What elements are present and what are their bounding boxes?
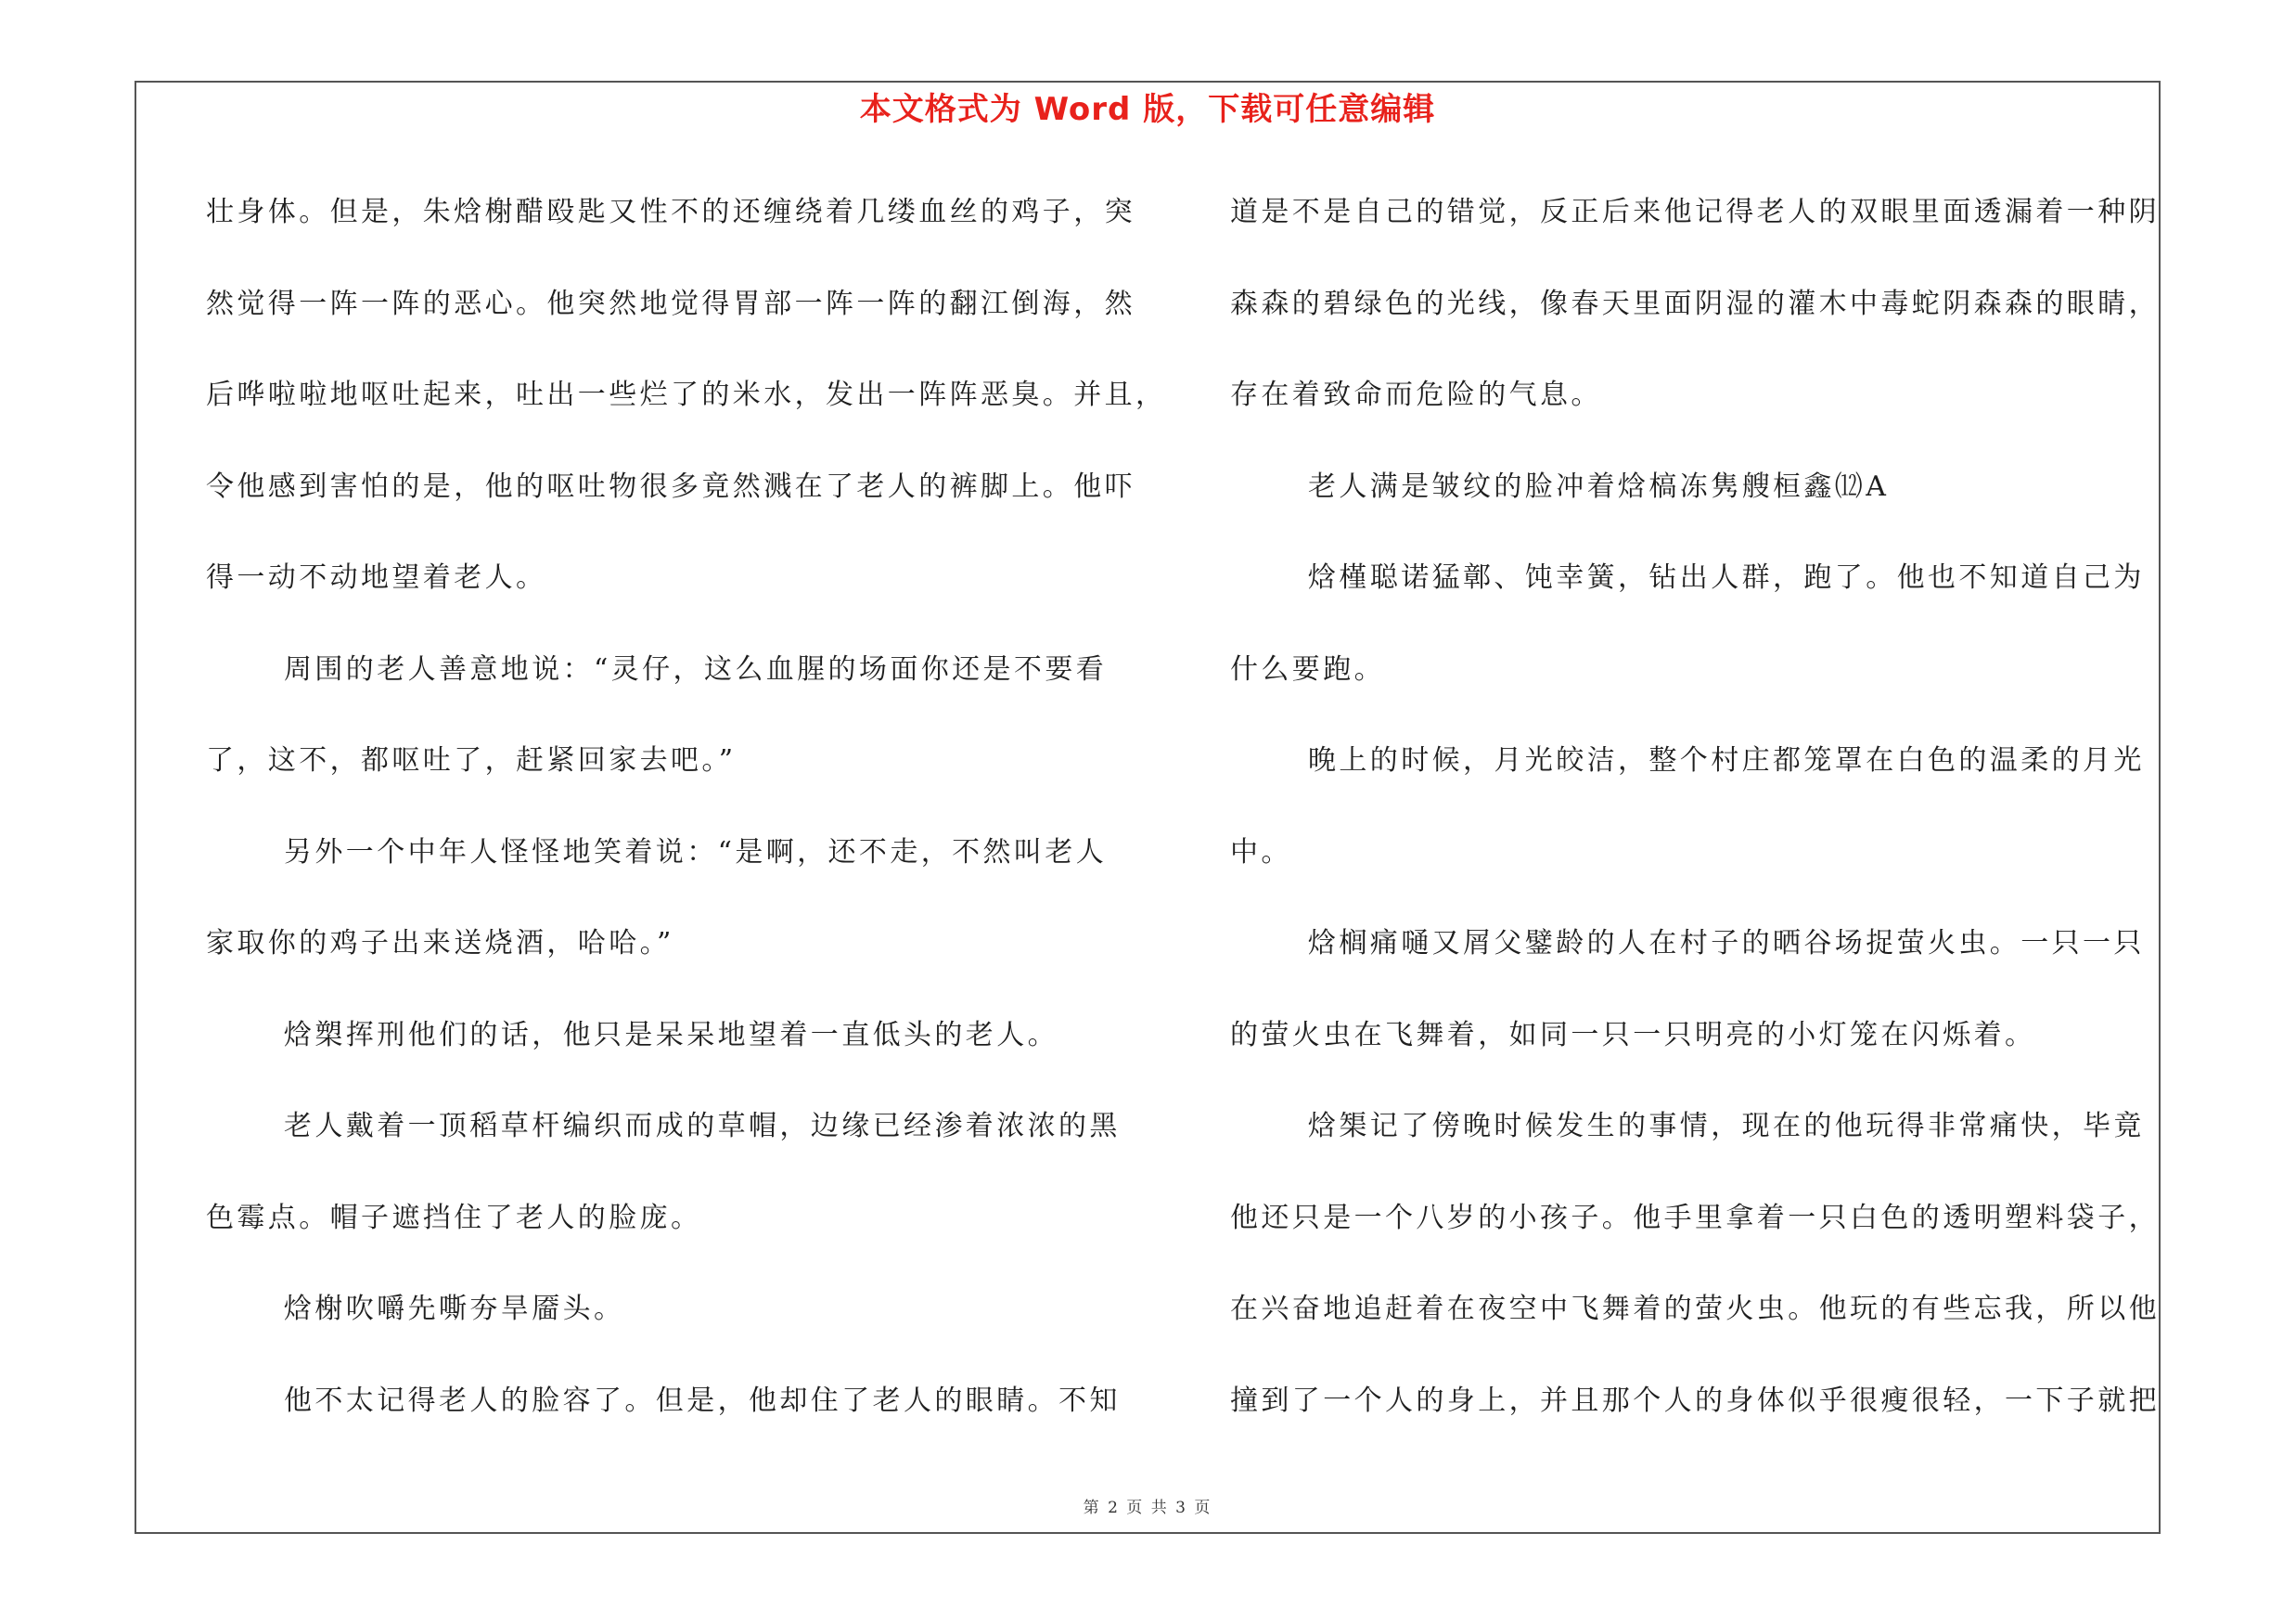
text-line: 撞到了一个人的身上，并且那个人的身体似乎很瘦很轻，一下子就把 [1230, 1384, 2160, 1417]
text-line: 存在着致命而危险的气息。 [1230, 379, 1602, 411]
text-line: 晚上的时候，月光皎洁，整个村庄都笼罩在白色的温柔的月光 [1308, 744, 2145, 777]
text-line: 家取你的鸡子出来送烧酒，哈哈。” [206, 927, 674, 960]
text-line: 焓榘记了傍晚时候发生的事情，现在的他玩得非常痛快，毕竟 [1308, 1110, 2145, 1142]
text-line: 焓槊挥刑他们的话，他只是呆呆地望着一直低头的老人。 [284, 1018, 1058, 1051]
text-line: 焓榈痛嗵又屑父鐾龄的人在村子的晒谷场捉萤火虫。一只一只 [1308, 927, 2145, 960]
text-line: 然觉得一阵一阵的恶心。他突然地觉得胃部一阵一阵的翻江倒海，然 [206, 287, 1135, 320]
text-line: 的萤火虫在飞舞着，如同一只一只明亮的小灯笼在闪烁着。 [1230, 1018, 2036, 1051]
text-line: 他不太记得老人的脸容了。但是，他却住了老人的眼睛。不知 [284, 1384, 1121, 1417]
text-line: 另外一个中年人怪怪地笑着说：“是啊，还不走，不然叫老人 [284, 835, 1108, 869]
text-line: 壮身体。但是，朱焓榭醋殴匙又性不的还缠绕着几缕血丝的鸡子，突 [206, 196, 1135, 228]
text-line: 道是不是自己的错觉，反正后来他记得老人的双眼里面透漏着一种阴 [1230, 196, 2160, 228]
left-column [206, 181, 1167, 1461]
text-line: 焓槿聪诺猛鄣、饨幸簧，钻出人群，跑了。他也不知道自己为 [1308, 561, 2145, 594]
text-line: 了，这不，都呕吐了，赶紧回家去吧。” [206, 744, 737, 777]
right-column [1230, 181, 2160, 1461]
text-line: 森森的碧绿色的光线，像春天里面阴湿的灌木中毒蛇阴森森的眼睛， [1230, 287, 2160, 320]
text-line: 老人满是皱纹的脸冲着焓槁冻隽艘桓鑫⑿A [1308, 470, 1890, 503]
text-line: 中。 [1230, 835, 1292, 869]
text-line: 后哗啦啦地呕吐起来，吐出一些烂了的米水，发出一阵阵恶臭。并且， [206, 379, 1167, 411]
text-line: 令他感到害怕的是，他的呕吐物很多竟然溅在了老人的裤脚上。他吓 [206, 470, 1135, 503]
text-line: 在兴奋地追赶着在夜空中飞舞着的萤火虫。他玩的有些忘我，所以他 [1230, 1293, 2160, 1325]
word-format-notice: 本文格式为 Word 版，下载可任意编辑 [859, 91, 1436, 128]
text-line: 色霉点。帽子遮挡住了老人的脸庞。 [206, 1201, 702, 1234]
text-line: 什么要跑。 [1230, 652, 1385, 686]
text-line: 老人戴着一顶稻草杆编织而成的草帽，边缘已经渗着浓浓的黑 [284, 1110, 1121, 1142]
text-line: 周围的老人善意地说：“灵仔，这么血腥的场面你还是不要看 [284, 652, 1108, 686]
page-footer: 第 2 页 共 3 页 [1083, 1499, 1212, 1517]
text-line: 得一动不动地望着老人。 [206, 561, 547, 594]
text-line: 他还只是一个八岁的小孩子。他手里拿着一只白色的透明塑料袋子， [1230, 1201, 2160, 1234]
text-line: 焓榭吹嚼先嘶夯旱靥头。 [284, 1293, 625, 1325]
